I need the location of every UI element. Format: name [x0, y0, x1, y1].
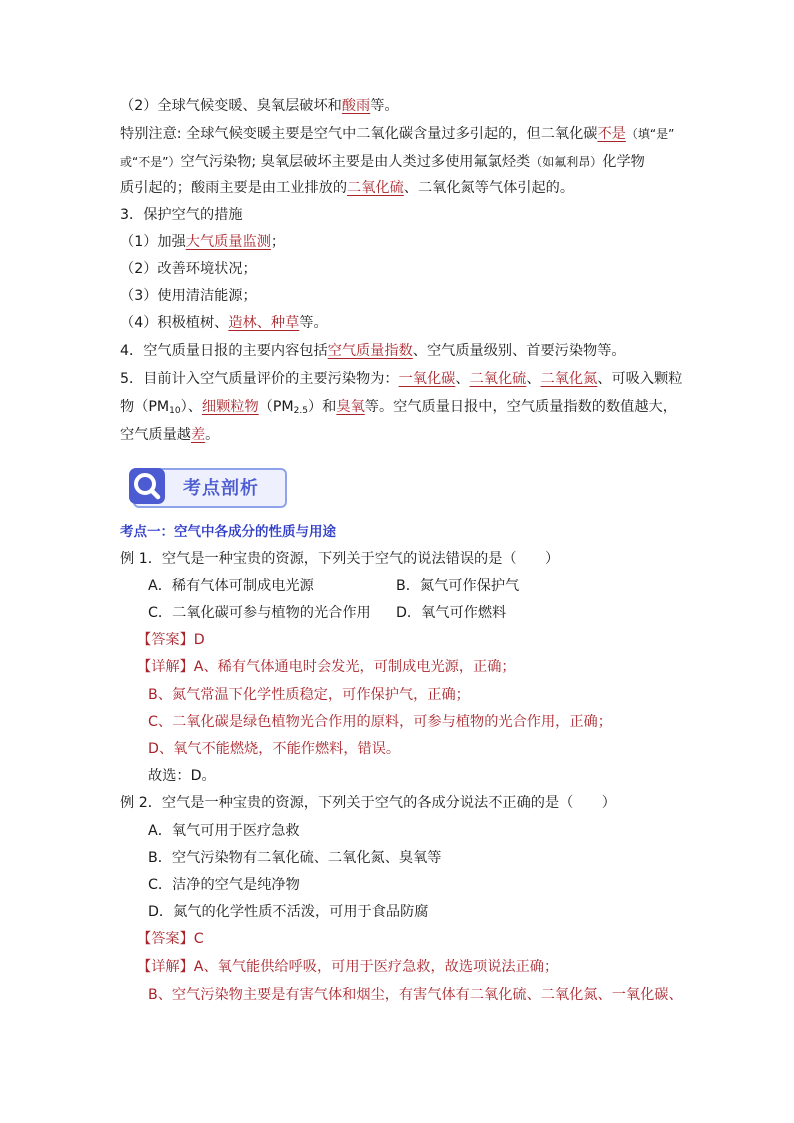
text: （1）加强	[120, 234, 186, 250]
example-1-option-c: C．二氧化碳可参与植物的光合作用	[148, 605, 371, 621]
text: 、二氧化氮等气体引起的。	[403, 180, 575, 196]
magnifier-icon	[125, 464, 169, 508]
badge-title: 考点剖析	[183, 478, 259, 499]
list-item-2	[120, 96, 399, 116]
point-4	[120, 341, 626, 361]
blank-answer: 二氧化氮	[540, 371, 598, 387]
measure-1	[120, 232, 285, 252]
special-note-line-3	[120, 178, 574, 198]
point-5-line-3	[120, 425, 219, 445]
section-badge	[123, 462, 291, 510]
text: 。	[205, 427, 220, 443]
blank-answer: 大气质量监测	[185, 234, 271, 250]
example-2-option-c: C．洁净的空气是纯净物	[148, 877, 300, 893]
text: 等。空气质量日报中，空气质量指数的数值越大，	[364, 399, 677, 415]
text: 等。	[370, 98, 399, 114]
example-2-option-b: B．空气污染物有二氧化硫、二氧化氮、臭氧等	[148, 850, 442, 866]
special-note-line-2	[120, 152, 645, 172]
measure-3: （3）使用清洁能源；	[120, 288, 257, 304]
example-1-answer: 【答案】D	[137, 632, 205, 648]
example-1-option-d: D．氧气可作燃料	[396, 605, 507, 621]
point-5-line-1	[120, 369, 682, 389]
example-1-question: 例 1．空气是一种宝贵的资源，下列关于空气的说法错误的是（ ）	[120, 551, 560, 567]
example-2-answer: 【答案】C	[137, 931, 204, 947]
text: （填“是”	[625, 127, 675, 141]
text: ；	[270, 234, 286, 250]
text: ）和	[307, 399, 337, 415]
subscript: 10	[169, 406, 181, 416]
blank-answer: 酸雨	[341, 98, 371, 114]
text: （2）全球气候变暖、臭氧层破坏和	[120, 98, 342, 114]
example-2-detail-2: B、空气污染物主要是有害气体和烟尘，有害气体有二氧化硫、二氧化氮、一氧化碳、	[148, 987, 683, 1003]
point-5-line-2	[120, 397, 677, 421]
text: 特别注意: 全球气候变暖主要是空气中二氧化碳含量过多引起的，但二氧化碳	[120, 126, 598, 142]
text: 等。	[299, 315, 328, 331]
measure-4	[120, 313, 328, 333]
example-1-option-a: A．稀有气体可制成电光源	[148, 578, 314, 594]
example-1-detail-1: 【详解】A、稀有气体通电时会发光，可制成电光源，正确；	[137, 659, 516, 675]
example-1-conclusion: 故选：D。	[148, 768, 216, 784]
example-2-option-d: D．氮气的化学性质不活泼，可用于食品防腐	[148, 904, 429, 920]
section-title: 考点一：空气中各成分的性质与用途	[120, 524, 336, 540]
blank-answer: 差	[190, 427, 206, 443]
blank-answer: 二氧化硫	[347, 180, 404, 196]
example-1-option-b: B．氮气可作保护气	[396, 578, 520, 594]
text: ）、	[180, 399, 202, 415]
blank-answer: 空气质量指数	[327, 343, 413, 359]
measures-heading: 3．保护空气的措施	[120, 207, 243, 223]
example-1-detail-3: C、二氧化碳是绿色植物光合作用的原料，可参与植物的光合作用，正确；	[148, 714, 612, 730]
text: 、	[455, 371, 470, 387]
blank-answer: 二氧化硫	[469, 371, 527, 387]
text: （PM	[258, 399, 294, 415]
text: 物（PM	[120, 399, 170, 415]
blank-answer: 一氧化碳	[398, 371, 456, 387]
text: 空气质量越	[120, 427, 191, 443]
example-2-option-a: A．氧气可用于医疗急救	[148, 823, 300, 839]
text: 、	[526, 371, 541, 387]
text: 5．目前计入空气质量评价的主要污染物为：	[120, 371, 399, 387]
special-note-line-1	[120, 124, 674, 144]
text: （如氟利昂）	[530, 155, 603, 169]
text: 化学物	[602, 154, 645, 170]
example-1-detail-2: B、氮气常温下化学性质稳定，可作保护气，正确；	[148, 687, 470, 703]
subscript: 2.5	[293, 406, 308, 416]
text: 空气污染物; 臭氧层破坏主要是由人类过多使用氟氯烃类	[180, 154, 531, 170]
measure-2: （2）改善环境状况；	[120, 261, 257, 277]
example-2-detail-1: 【详解】A、氧气能供给呼吸，可用于医疗急救，故选项说法正确；	[137, 959, 559, 975]
blank-answer: 造林、种草	[228, 315, 300, 331]
text: （4）积极植树、	[120, 315, 229, 331]
text: 、可吸入颗粒	[597, 371, 683, 387]
text: 、空气质量级别、首要污染物等。	[412, 343, 626, 359]
example-1-detail-4: D、氧气不能燃烧，不能作燃料，错误。	[148, 741, 401, 757]
blank-answer: 细颗粒物	[201, 399, 259, 415]
text: 4．空气质量日报的主要内容包括	[120, 343, 328, 359]
blank-answer: 臭氧	[336, 399, 365, 415]
text: 或“不是”）	[120, 155, 181, 169]
text: 质引起的；酸雨主要是由工业排放的	[120, 180, 348, 196]
blank-answer: 不是	[597, 126, 626, 142]
example-2-question: 例 2．空气是一种宝贵的资源，下列关于空气的各成分说法不正确的是（ ）	[120, 795, 616, 811]
